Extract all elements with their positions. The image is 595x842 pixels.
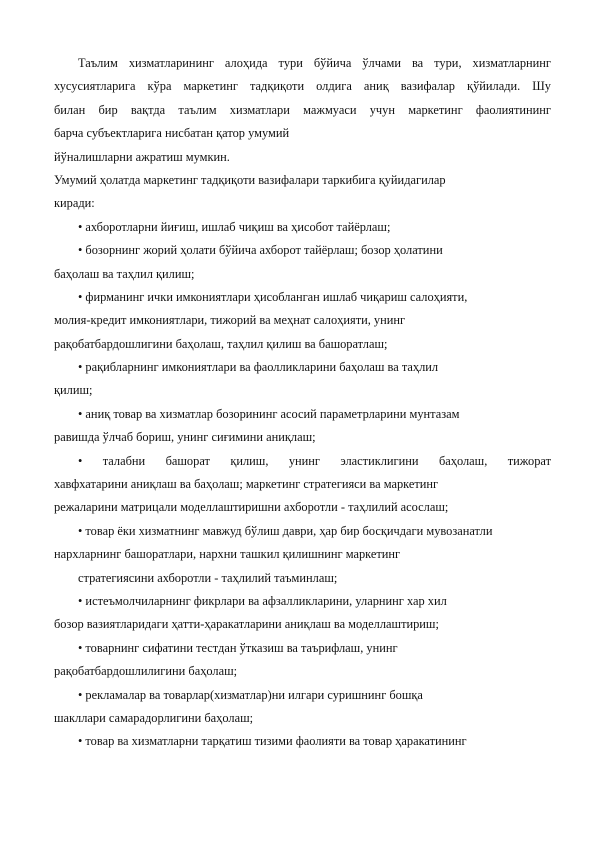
text-line: шакллари самарадорлигини баҳолаш; <box>54 710 254 725</box>
text-line: рақобатбардошлигини баҳолаш, таҳлил қилиш ва башоратлаш; <box>54 336 388 351</box>
text-line: қилиш; <box>54 383 93 398</box>
text-line: бозор вазиятларидаги ҳатти-ҳаракатларини аниқлаш ва моделлаштириш; <box>54 617 439 632</box>
text-line: • товар ва хизматларни тарқатиш тизими фаолияти ва товар ҳаракатининг <box>78 734 467 749</box>
text-line: нархларнинг башоратлари, нархни ташкил қилишнинг маркетинг <box>54 547 401 562</box>
text-line: баҳолаш ва таҳлил қилиш; <box>54 266 195 281</box>
text-line: • рекламалар ва товарлар(хизматлар)ни илгари суришнинг бошқа <box>78 687 423 702</box>
text-line: молия-кредит имкониятлари, тижорий ва меҳнат салоҳияти, унинг <box>54 313 406 328</box>
document-page <box>54 52 551 754</box>
text-line: йўналишларни ажратиш мумкин. <box>54 149 230 164</box>
text-line: билан бир вақтда таълим хизматлари мажмуаси учун маркетинг фаолиятининг <box>54 102 551 117</box>
text-line: • товарнинг сифатини тестдан ўтказиш ва таърифлаш, унинг <box>78 640 398 655</box>
text-line: рақобатбардошлилигини баҳолаш; <box>54 664 238 679</box>
text-line: барча субъектларига нисбатан қатор умумий <box>54 126 290 141</box>
text-line: • товар ёки хизматнинг мавжуд бўлиш даври, ҳар бир босқичдаги мувозанатли <box>78 523 493 538</box>
text-line: • бозорнинг жорий ҳолати бўйича ахборот тайёрлаш; бозор ҳолатини <box>78 243 443 258</box>
text-line: режаларини матрицали моделлаштиришни ахборотли - таҳлилий асослаш; <box>54 500 449 515</box>
text-line: • фирманинг ички имкониятлари ҳисобланган ишлаб чиқариш салоҳияти, <box>78 289 468 304</box>
text-line: • рақибларнинг имкониятлари ва фаолликларини баҳолаш ва таҳлил <box>78 360 439 375</box>
text-line: • ахборотларни йиғиш, ишлаб чиқиш ва ҳисобот тайёрлаш; <box>78 219 391 234</box>
text-line: равишда ўлчаб бориш, унинг сиғимини аниқлаш; <box>54 430 316 445</box>
text-line: хавфхатарини аниқлаш ва баҳолаш; маркетинг стратегияси ва маркетинг <box>54 477 439 492</box>
text-line: • талабни башорат қилиш, унинг эластиклигини баҳолаш, тижорат <box>78 453 551 468</box>
text-line: киради: <box>54 196 95 211</box>
text-line: • аниқ товар ва хизматлар бозорининг асосий параметрларини мунтазам <box>78 406 460 421</box>
text-line: • истеъмолчиларнинг фикрлари ва афзалликларини, уларнинг хар хил <box>78 593 447 608</box>
text-line: стратегиясини ахборотли - таҳлилий таъминлаш; <box>78 570 338 585</box>
text-line: Умумий ҳолатда маркетинг тадқиқоти вазифалари таркибига қуйидагилар <box>54 172 446 187</box>
text-line: Таълим хизматларининг алоҳида тури бўйича ўлчами ва тури, хизматларнинг <box>78 56 551 70</box>
text-line: хусусиятларига кўра маркетинг тадқиқоти олдига аниқ вазифалар қўйилади. Шу <box>54 79 551 94</box>
